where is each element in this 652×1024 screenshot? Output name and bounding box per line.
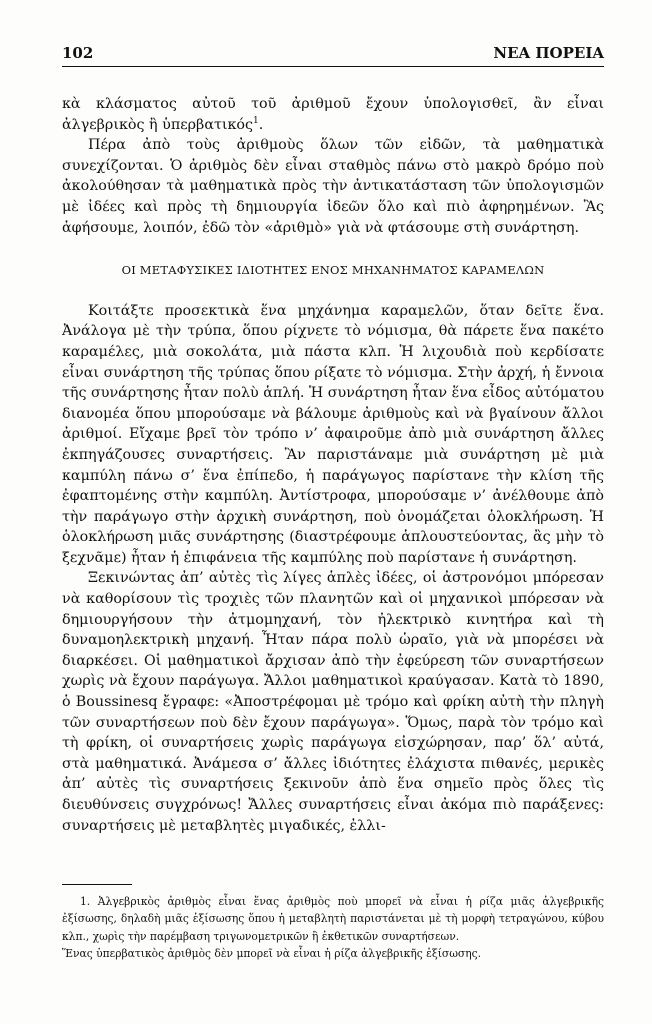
running-title: ΝΕΑ ΠΟΡΕΙΑ <box>493 44 604 62</box>
footnote <box>62 893 604 962</box>
page-number: 102 <box>62 44 94 62</box>
footnote-text-1: Ἀλγεβρικὸς ἀριθμὸς εἶναι ἕνας ἀριθμὸς ποὺ μπορεῖ νὰ εἶναι ἡ ρίζα μιᾶς ἀλγεβρικῆς ἐξίσωσης, δηλαδὴ μιᾶς ἐξίσωσης ὅπου ἡ μεταβλητὴ παριστάνεται μὲ τὴ μορφὴ τετραγώνου, κύβου κλπ., χωρὶς τὴν παρέμβαση τριγωνομετρικῶν ἢ ἐκθετικῶν συναρτήσεων. <box>62 895 604 943</box>
footnote-reference[interactable]: 1 <box>253 115 259 126</box>
running-header <box>62 44 604 67</box>
paragraph-1 <box>62 94 604 135</box>
footnote-1 <box>62 893 604 945</box>
paragraph-1-end: . <box>258 116 264 133</box>
main-text <box>62 94 604 836</box>
footnote-number: 1. <box>80 895 91 908</box>
footnote-1-continued: Ἕνας ὑπερβατικὸς ἀριθμὸς δὲν μπορεῖ νὰ εἶναι ἡ ρίζα ἀλγεβρικῆς ἐξίσωσης. <box>62 946 482 960</box>
paragraph-1-text: κὰ κλάσματος αὐτοῦ τοῦ ἀριθμοῦ ἔχουν ὑπολογισθεῖ, ἂν εἶναι ἀλγεβρικὸς ἢ ὑπερβατικός <box>62 96 604 133</box>
paragraph-2: Πέρα ἀπὸ τοὺς ἀριθμοὺς ὅλων τῶν εἰδῶν, τὰ μαθηματικὰ συνεχίζονται. Ὁ ἀριθμὸς δὲν εἶναι σταθμὸς πάνω στὸ μακρὸ δρόμο ποὺ ἀκολούθησαν τὰ μαθηματικὰ πρὸς τὴν ἀντικατάσταση τῶν ὑπολογισμῶν μὲ ἰδέες καὶ πρὸς τὴ δημιουργία ἰδεῶν ὅλο καὶ πιὸ ἀφηρημένων. Ἂς ἀφήσουμε, λοιπόν, ἐδῶ τὸν «ἀριθμὸ» γιὰ νὰ φτάσουμε στὴ συνάρτηση. <box>62 137 604 236</box>
footnote-rule <box>62 884 132 885</box>
paragraph-4-text-b: Ὅμως, παρὰ τὸν τρόμο καὶ τὴ φρίκη, οἱ συναρτήσεις χωρὶς παράγωγα εἰσχώρησαν, παρ’ ὅλ’ αὐτά, στὰ μαθηματικά. Ἀνάμεσα σ’ ἄλλες ἰδιότητες ἐλάχιστα πιθανές, μερικὲς ἀπ’ αὐτὲς τὶς συναρτήσεις ξεκινοῦν ἀπὸ ἕνα σημεῖο πρὸς ὅλες τὶς διευθύνσεις συγχρόνως! Ἄλλες συναρτήσεις εἶναι ἀκόμα πιὸ παράξενες: συναρτήσεις μὲ μεταβλητὲς μιγαδικές, ἐλλι- <box>62 714 604 834</box>
paragraph-4 <box>62 568 604 836</box>
section-heading: ΟΙ ΜΕΤΑΦΥΣΙΚΕΣ ΙΔΙΟΤΗΤΕΣ ΕΝΟΣ ΜΗΧΑΝΗΜΑΤΟΣ ΚΑΡΑΜΕΛΩΝ <box>121 263 545 278</box>
paragraph-4-text-a: Ξεκινώντας ἀπ’ αὐτὲς τὶς λίγες ἁπλὲς ἰδέες, οἱ ἀστρονόμοι μπόρεσαν νὰ καθορίσουν τὶς τροχιὲς τῶν πλανητῶν καὶ οἱ μηχανικοὶ μπόρεσαν νὰ δημιουργήσουν τὴν ἀτμομηχανή, τὸν ἠλεκτρικὸ κινητήρα καὶ τὴ δυναμοηλεκτρικὴ μηχανή. Ἦταν πάρα πολὺ ὡραῖο, γιὰ νὰ μπορέσει νὰ διαρκέσει. Οἱ μαθηματικοὶ ἄρχισαν ἀπὸ τὴν ἐφεύρεση τῶν συναρτήσεων χωρὶς νὰ ἔχουν παράγωγα. Ἄλλοι μαθηματικοὶ κραύγασαν. Κατὰ τὸ 1890, ὁ Boussinesq ἔγραφε: «Ἀποστρέφομαι μὲ τρόμο καὶ φρίκη αὐτὴ τὴν πληγὴ τῶν συναρτήσεων ποὺ δὲν ἔχουν παράγωγα». <box>62 570 604 731</box>
paragraph-3: Κοιτάξτε προσεκτικὰ ἕνα μηχάνημα καραμελῶν, ὅταν δεῖτε ἕνα. Ἀνάλογα μὲ τὴν τρύπα, ὅπου ρίχνετε τὸ νόμισμα, θὰ πάρετε ἕνα πακέτο καραμέλες, μιὰ σοκολάτα, μιὰ πάστα κλπ. Ἡ λιχουδιὰ ποὺ κερδίσατε εἶναι συνάρτηση τῆς τρύπας ὅπου ρίξατε τὸ νόμισμα. Στὴν ἀρχή, ἡ ἔννοια τῆς συνάρτησης ἦταν πολὺ ἁπλή. Ἡ συνάρτηση ἦταν ἕνα εἶδος αὐτόματου διανομέα ὅπου μπορούσαμε νὰ βάλουμε ἀριθμοὺς καὶ νὰ βγαίνουν ἄλλοι ἀριθμοί. Εἴχαμε βρεῖ τὸν τρόπο ν’ ἀφαιροῦμε ἀπὸ μιὰ συνάρτηση ἄλλες ἐκπηγάζουσες συναρτήσεις. Ἂν παριστάναμε μιὰ συνάρτηση μὲ μιὰ καμπύλη πάνω σ’ ἕνα ἐπίπεδο, ἡ παράγωγος παρίστανε τὴν κλίση τῆς ἐφαπτομένης στὴν καμπύλη. Ἀντίστροφα, μπορούσαμε ν’ ἀνέλθουμε ἀπὸ τὴν παράγωγο στὴν ἀρχικὴ συνάρτηση, ποὺ ὀνομάζεται ὁλοκλήρωση. Ἡ ὁλοκλήρωση μιᾶς συνάρτησης (διαστρέφουμε ἁπλουστεύοντας, ἂς μὴν τὸ ξεχνᾶμε) ἦταν ἡ ἐπιφάνεια τῆς καμπύλης ποὺ παρίστανε ἡ συνάρτηση. <box>62 302 605 566</box>
